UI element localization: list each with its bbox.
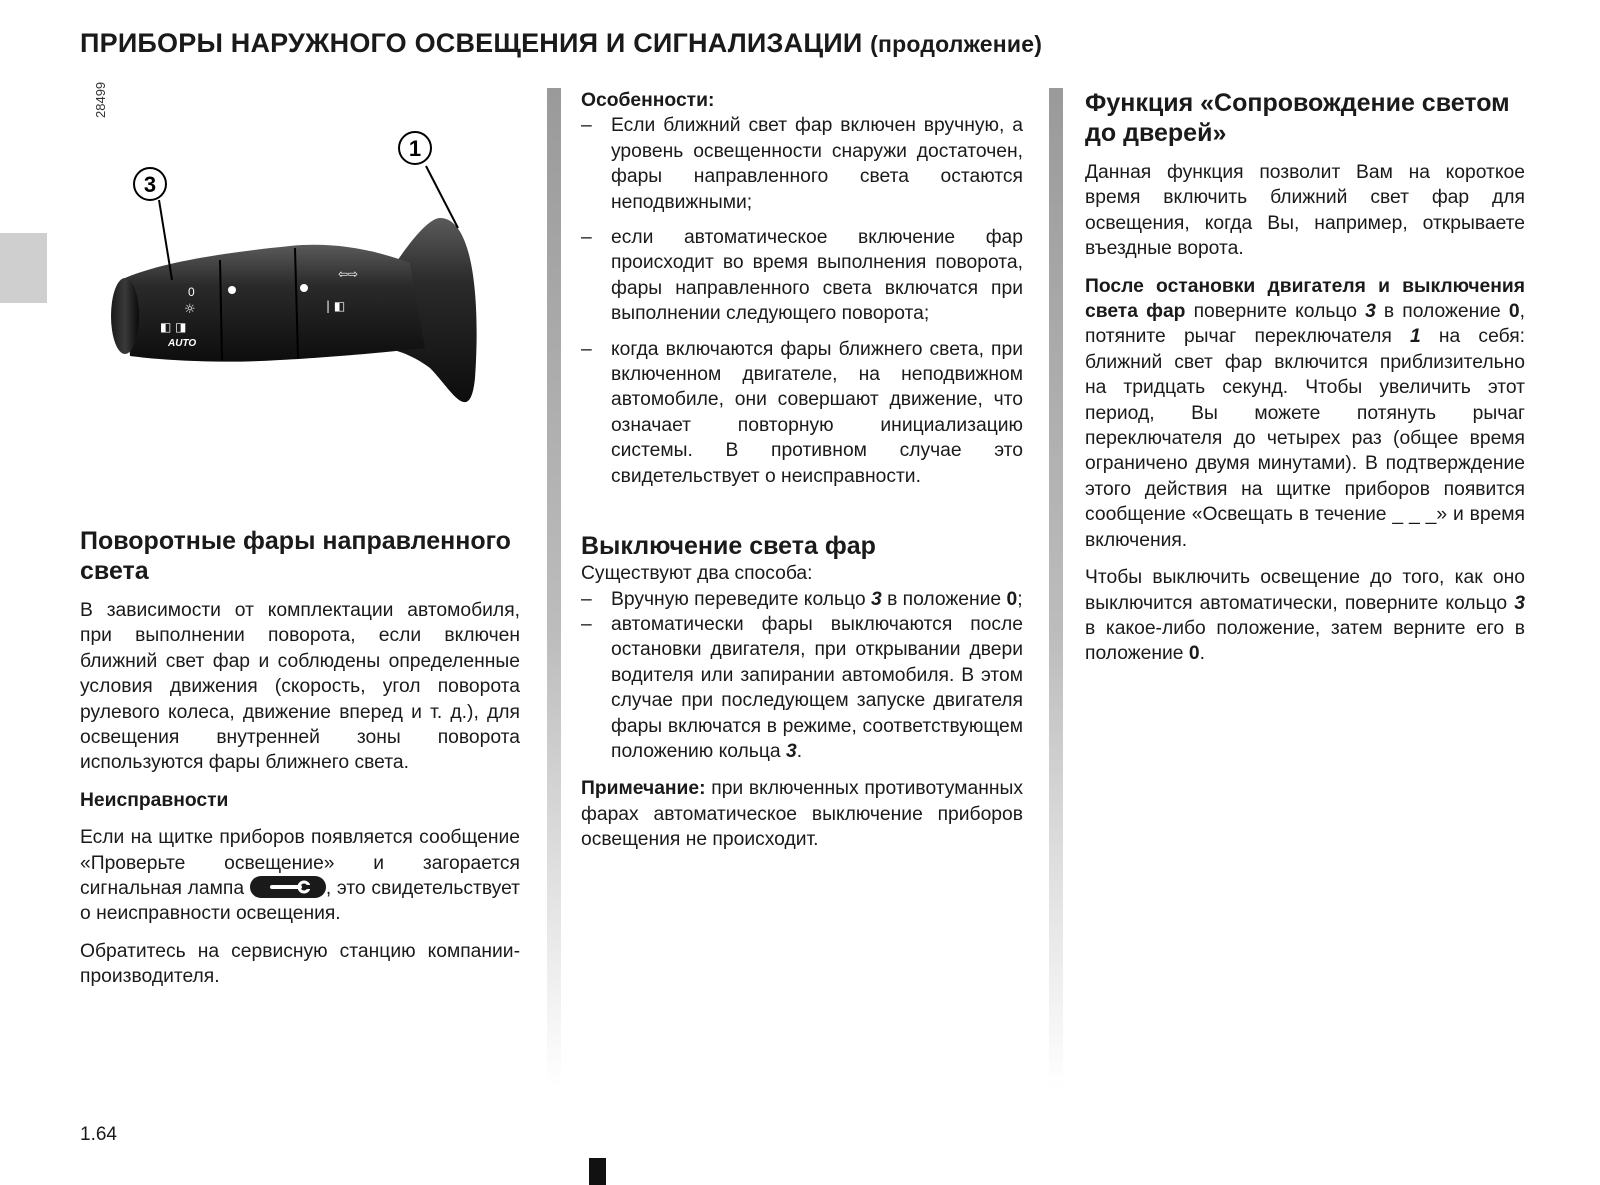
column-divider-left bbox=[547, 88, 561, 1088]
column-middle bbox=[581, 88, 1023, 853]
ring-number: 3 bbox=[870, 588, 882, 610]
follow-me-cancel bbox=[1085, 565, 1525, 667]
text: в какое-либо положение, затем верните его в положение bbox=[1085, 617, 1525, 665]
section-heading-lights-off: Выключение света фар bbox=[581, 532, 876, 561]
ring-dot-1 bbox=[228, 286, 236, 294]
note-label: Примечание: bbox=[581, 778, 706, 800]
follow-me-intro: Данная функция позволит Вам на короткое время включить ближний свет фар для освещения, когда Вы, например, открываете въездные ворота. bbox=[1085, 162, 1525, 260]
lights-off-item-manual bbox=[581, 587, 1023, 612]
note-text: при включенных противотуманных фарах автоматическое выключение приборов освещения не происходит. bbox=[581, 778, 1023, 851]
lever-number: 1 bbox=[1409, 326, 1421, 348]
callout-3-label: 3 bbox=[143, 172, 157, 197]
text: автоматически фары выключаются после остановки двигателя, при открывании двери водителя или запирании автомобиля. В этом случае при последующем запуске двигателя фары включатся в режиме, соответствующем положению кольца bbox=[611, 613, 1023, 762]
stalk-end-cap bbox=[111, 278, 139, 354]
position-zero: 0 bbox=[1006, 588, 1018, 610]
page-title bbox=[80, 28, 1042, 59]
headlight-icons: ◧ ◨ bbox=[160, 320, 187, 334]
follow-me-instructions bbox=[1085, 274, 1525, 553]
column-divider-right bbox=[1049, 88, 1063, 1088]
title-main: ПРИБОРЫ НАРУЖНОГО ОСВЕЩЕНИЯ И СИГНАЛИЗАЦИИ bbox=[80, 28, 863, 58]
ring-dot-2 bbox=[300, 284, 308, 292]
lights-off-list bbox=[581, 587, 1023, 765]
service-paragraph: Обратитесь на сервисную станцию компании-производителя. bbox=[80, 940, 520, 988]
malfunction-text-a: Если на щитке приборов появляется сообщение «Проверьте освещение» и загорается сигнальная лампа bbox=[80, 827, 520, 900]
features-list bbox=[581, 113, 1023, 489]
text: ; bbox=[1017, 588, 1023, 610]
position-zero: 0 bbox=[1508, 301, 1520, 323]
ring-number: 3 bbox=[1365, 301, 1376, 323]
wrench-warning-lamp-icon bbox=[250, 876, 326, 898]
lights-off-intro: Существуют два способа: bbox=[581, 563, 813, 585]
page-edge-marker bbox=[589, 1158, 606, 1185]
features-list-item: – когда включаются фары ближнего света, при включенном двигателе, на неподвижном автомобиле, они совершают движение, что означает повторную инициализацию системы. В противном случае это свидетельствует о неисправности. bbox=[581, 337, 1023, 489]
malfunction-paragraph bbox=[80, 825, 520, 927]
column-left bbox=[80, 81, 521, 990]
features-subheading: Особенности: bbox=[581, 90, 715, 111]
text: , потяните рычаг переключателя bbox=[1085, 301, 1526, 348]
features-list-item: – если автоматическое включение фар происходит во время выполнения поворота, фары направленного света включатся при выполнении следующего поворота; bbox=[581, 225, 1023, 327]
title-suffix: (продолжение) bbox=[870, 31, 1043, 57]
text: . bbox=[796, 740, 803, 762]
text: в положение bbox=[887, 588, 1002, 610]
section-tab-marker bbox=[0, 233, 47, 303]
text: поверните кольцо bbox=[1185, 301, 1366, 323]
column-right bbox=[1085, 88, 1525, 667]
lights-off-item-auto bbox=[581, 612, 1023, 764]
malfunction-text-b: , это свидетельствует о неисправности освещения. bbox=[80, 878, 521, 925]
text: на себя: ближний свет фар включится приблизительно на тридцать секунд. Чтобы увеличить этот период, Вы можете потянуть рычаг переключателя до четырех раз (общее время ограничено двумя минутами). В подтверждение этого действия на щитке приборов появится сообщение «Освещать в течение _ _ _» и время включения. bbox=[1085, 326, 1525, 551]
text: Вручную переведите кольцо bbox=[611, 588, 866, 610]
instructions-bold: После остановки двигателя и выключения света фар bbox=[1085, 275, 1525, 323]
sidelight-icon: ☼ bbox=[184, 302, 196, 317]
malfunctions-subheading: Неисправности bbox=[80, 789, 229, 811]
adaptive-lights-paragraph: В зависимости от комплектации автомобиля, при выполнении поворота, если включен ближний свет фар и соблюдены определенные условия движения (скорость, угол поворота рулевого колеса, движение вперед и т. д.), для освещения внутренней зоны поворота используются фары ближнего света. bbox=[80, 600, 520, 774]
turn-arrows-icon: ⇦⇨ bbox=[338, 267, 359, 281]
features-list-item: – Если ближний свет фар включен вручную, а уровень освещенности снаружи достаточен, фары направленного света остаются неподвижными; bbox=[581, 113, 1023, 215]
light-switch-figure bbox=[80, 81, 520, 478]
callout-1-label: 1 bbox=[408, 136, 422, 161]
fog-light-icon: | ◧ bbox=[326, 299, 346, 313]
figure-code: 28499 bbox=[93, 81, 108, 118]
section-heading-follow-me-home: Функция «Сопровождение светом до дверей» bbox=[1085, 89, 1510, 147]
text: Чтобы выключить освещение до того, как оно выключится автоматически, поверните кольцо bbox=[1085, 567, 1525, 614]
ring-number: 3 bbox=[1514, 592, 1525, 614]
position-zero: 0 bbox=[1188, 643, 1200, 665]
page-number: 1.64 bbox=[80, 1124, 117, 1145]
ring-number: 3 bbox=[785, 740, 797, 762]
stalk-label-zero: 0 bbox=[188, 285, 195, 299]
light-stalk-illustration bbox=[80, 88, 520, 478]
text: . bbox=[1199, 643, 1205, 665]
note-paragraph bbox=[581, 776, 1023, 852]
text: в положение bbox=[1375, 301, 1509, 323]
stalk-label-auto: AUTO bbox=[168, 338, 197, 349]
section-heading-adaptive-lights: Поворотные фары направленного света bbox=[80, 527, 511, 585]
